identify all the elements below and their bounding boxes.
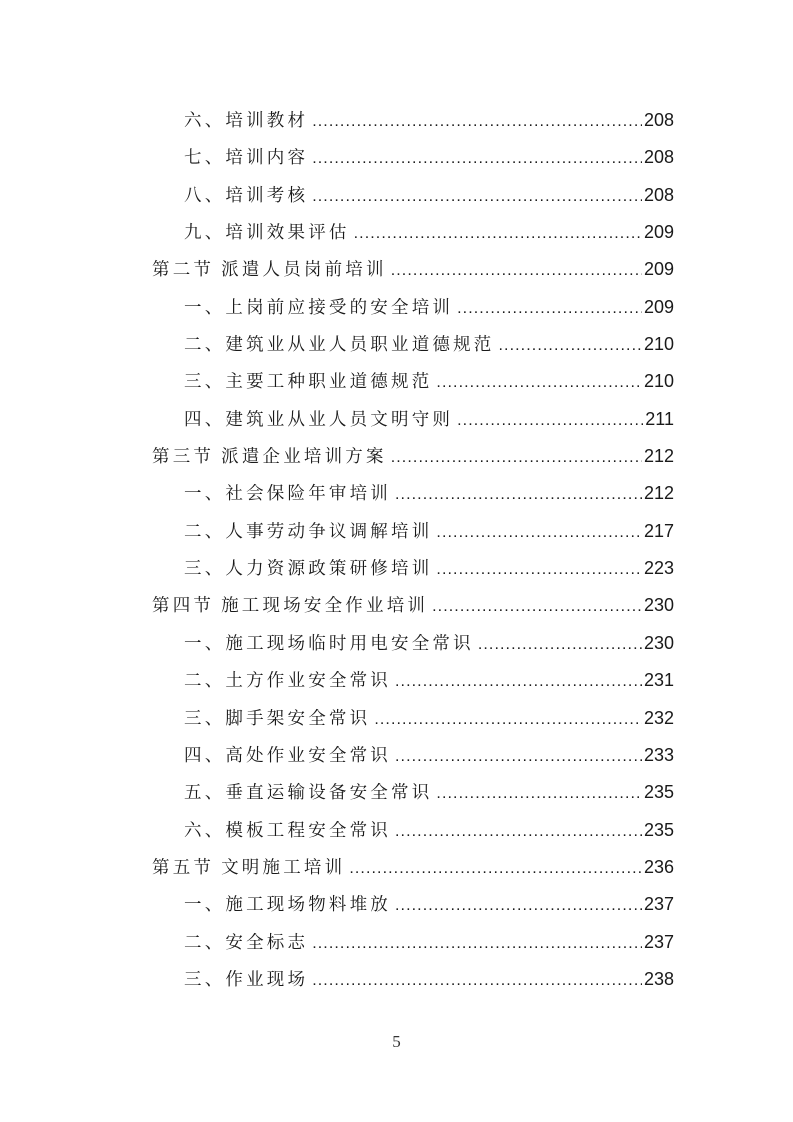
- toc-entry-title: 一、社会保险年审培训: [184, 484, 391, 505]
- section-title-text: 派遣企业培训方案: [221, 447, 387, 468]
- toc-entry-page: 235: [643, 819, 674, 840]
- toc-entry[interactable]: [152, 965, 674, 1002]
- toc-section-title: [152, 443, 387, 471]
- dot-leader: [432, 593, 642, 621]
- dot-leader: [349, 855, 642, 883]
- dot-leader: [395, 668, 642, 696]
- toc-entry-title: 七、培训内容: [184, 148, 309, 169]
- dot-leader: [457, 295, 642, 323]
- dot-leader: [395, 481, 642, 509]
- toc-entry[interactable]: [152, 479, 674, 516]
- toc-entry[interactable]: [152, 181, 674, 218]
- toc-entry[interactable]: [152, 704, 674, 741]
- toc-entry-page: 209: [643, 222, 674, 243]
- toc-entry[interactable]: [152, 816, 674, 853]
- toc-entry-page: 217: [643, 520, 674, 541]
- toc-entry-page: 208: [643, 184, 674, 205]
- section-number: 第三节: [152, 447, 215, 468]
- section-number: 第二节: [152, 260, 215, 281]
- toc-entry-page: 237: [643, 894, 674, 915]
- toc-entry-title: 二、建筑业从业人员职业道德规范: [184, 335, 495, 356]
- toc-entry-page: 236: [643, 856, 674, 877]
- dot-leader: [374, 706, 642, 734]
- dot-leader: [478, 631, 642, 659]
- page-number: 5: [392, 1032, 401, 1051]
- toc-entry-page: 208: [643, 110, 674, 130]
- toc-entry[interactable]: [152, 741, 674, 778]
- section-number: 第四节: [152, 596, 215, 617]
- dot-leader: [312, 967, 642, 995]
- toc-section-title: [152, 592, 428, 620]
- toc-entry-page: 212: [643, 483, 674, 504]
- dot-leader: [391, 257, 642, 285]
- toc-entry-page: 210: [643, 334, 674, 355]
- toc-section-title: [152, 854, 345, 882]
- toc-entry[interactable]: [152, 143, 674, 180]
- dot-leader: [312, 108, 642, 136]
- toc-entry-title: 五、垂直运输设备安全常识: [184, 783, 433, 804]
- dot-leader: [436, 556, 642, 584]
- dot-leader: [395, 818, 642, 846]
- toc-entry-title: 三、脚手架安全常识: [184, 708, 371, 729]
- dot-leader: [312, 930, 642, 958]
- section-title-text: 文明施工培训: [221, 857, 346, 878]
- toc-entry-title: 一、施工现场临时用电安全常识: [184, 633, 474, 654]
- toc-entry[interactable]: [152, 218, 674, 255]
- section-title-text: 施工现场安全作业培训: [221, 596, 429, 617]
- toc-section-entry[interactable]: [152, 442, 674, 479]
- table-of-contents: [152, 106, 674, 1002]
- toc-entry-page: 237: [643, 931, 674, 952]
- toc-section-title: [152, 256, 387, 284]
- toc-entry-title: 三、作业现场: [184, 969, 309, 990]
- toc-entry[interactable]: [152, 666, 674, 703]
- toc-entry-page: 209: [643, 296, 674, 317]
- toc-entry-title: 八、培训考核: [184, 185, 309, 206]
- toc-entry-page: 230: [643, 632, 674, 653]
- toc-entry-page: 209: [643, 259, 674, 280]
- toc-entry[interactable]: [152, 405, 674, 442]
- toc-entry[interactable]: [152, 330, 674, 367]
- dot-leader: [457, 407, 643, 435]
- toc-entry[interactable]: [152, 928, 674, 965]
- toc-entry-page: 208: [643, 147, 674, 168]
- dot-leader: [354, 220, 642, 248]
- dot-leader: [312, 145, 642, 173]
- toc-entry-title: 六、培训教材: [184, 111, 309, 131]
- toc-entry-page: 231: [643, 670, 674, 691]
- toc-entry-page: 233: [643, 744, 674, 765]
- section-number: 第五节: [152, 857, 215, 878]
- toc-entry-page: 210: [643, 371, 674, 392]
- toc-entry[interactable]: [152, 629, 674, 666]
- toc-section-entry[interactable]: [152, 853, 674, 890]
- toc-entry-title: 一、上岗前应接受的安全培训: [184, 297, 454, 318]
- toc-entry-page: 235: [643, 782, 674, 803]
- toc-entry-page: 238: [643, 968, 674, 989]
- toc-entry-title: 三、人力资源政策研修培训: [184, 559, 433, 580]
- dot-leader: [395, 892, 642, 920]
- dot-leader: [436, 369, 642, 397]
- toc-entry[interactable]: [152, 106, 674, 143]
- toc-entry-page: 211: [645, 408, 674, 429]
- dot-leader: [312, 183, 642, 211]
- toc-entry-title: 一、施工现场物料堆放: [184, 895, 391, 916]
- toc-entry[interactable]: [152, 293, 674, 330]
- dot-leader: [436, 780, 642, 808]
- dot-leader: [499, 332, 642, 360]
- toc-entry-title: 四、建筑业从业人员文明守则: [184, 409, 454, 430]
- toc-section-entry[interactable]: [152, 591, 674, 628]
- section-title-text: 派遣人员岗前培训: [221, 260, 387, 281]
- toc-entry[interactable]: [152, 517, 674, 554]
- toc-entry-page: 223: [643, 558, 674, 579]
- toc-entry-page: 230: [643, 595, 674, 616]
- toc-entry[interactable]: [152, 778, 674, 815]
- toc-entry[interactable]: [152, 367, 674, 404]
- toc-entry-title: 二、安全标志: [184, 932, 309, 953]
- toc-entry-title: 六、模板工程安全常识: [184, 820, 391, 841]
- toc-entry-title: 九、培训效果评估: [184, 223, 350, 244]
- toc-entry-title: 三、主要工种职业道德规范: [184, 372, 433, 393]
- toc-entry-title: 四、高处作业安全常识: [184, 745, 391, 766]
- toc-entry-page: 212: [643, 446, 674, 467]
- toc-entry-title: 二、土方作业安全常识: [184, 671, 391, 692]
- dot-leader: [391, 444, 642, 472]
- toc-entry-page: 232: [643, 707, 674, 728]
- toc-entry[interactable]: [152, 890, 674, 927]
- toc-entry-title: 二、人事劳动争议调解培训: [184, 521, 433, 542]
- toc-section-entry[interactable]: [152, 255, 674, 292]
- dot-leader: [436, 519, 642, 547]
- toc-entry[interactable]: [152, 554, 674, 591]
- dot-leader: [395, 743, 642, 771]
